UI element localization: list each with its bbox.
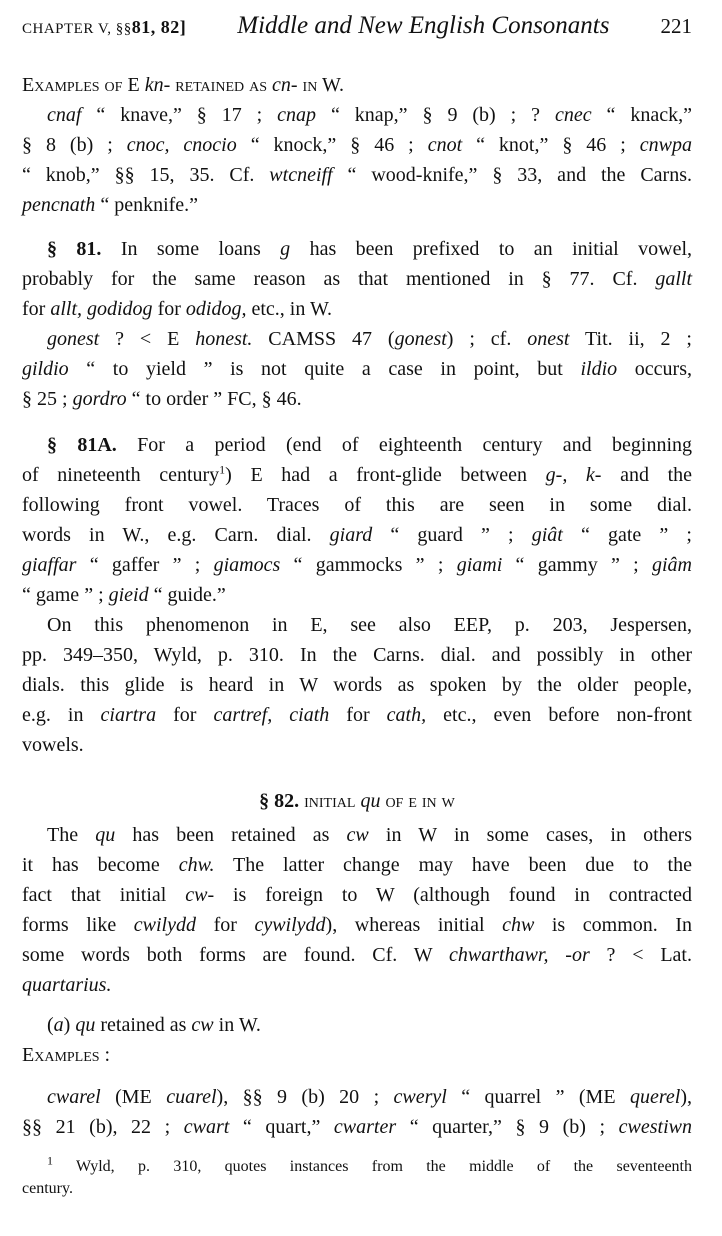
text-line: of nineteenth century$^1$) E had a front-glide between g-, k- and the: [22, 462, 693, 486]
text-line: § 25 ; gordro “ to order ” FC, § 46.: [22, 388, 302, 410]
text-line: some words both forms are found. Cf. W chwarthawr, -or ? < Lat.: [22, 944, 692, 966]
text-line: On this phenomenon in E, see also EEP, p. 203, Jespersen,: [47, 614, 692, 636]
text-line: “ knob,” §§ 15, 35. Cf. wtcneiff “ wood-knife,” § 33, and the Carns.: [22, 164, 692, 186]
text-line: §§ 21 (b), 22 ; cwart “ quart,” cwarter “ quarter,” § 9 (b) ; cwestiwn: [22, 1116, 692, 1138]
footnote-ref: 1: [219, 462, 226, 477]
text-line: it has become chw. The latter change may have been due to the: [22, 854, 692, 876]
text-line: dials. this glide is heard in W words as spoken by the older people,: [22, 674, 692, 696]
footnote-line: century.: [22, 1180, 73, 1197]
section-81: [22, 234, 692, 414]
section-number: § 81.: [47, 238, 102, 260]
footnote: [22, 1153, 692, 1200]
text-line: pp. 349–350, Wyld, p. 310. In the Carns. dial. and possibly in other: [22, 644, 692, 666]
text-line: § 8 (b) ; cnoc, cnocio “ knock,” § 46 ; cnot “ knot,” § 46 ; cnwpa: [22, 134, 692, 156]
footnote-line: $^1$ Wyld, p. 310, quotes instances from the middle of the seventeenth: [47, 1153, 692, 1175]
text-line: fact that initial cw- is foreign to W (although found in contracted: [22, 884, 693, 906]
text-line: vowels.: [22, 734, 84, 756]
text-line: following front vowel. Traces of this are seen in some dial.: [22, 494, 692, 516]
text-line: gonest ? < E honest. CAMSS 47 (gonest) ; cf. onest Tit. ii, 2 ;: [47, 328, 692, 350]
text-line: giaffar “ gaffer ” ; giamocs “ gammocks ” ; giami “ gammy ” ; giâm: [22, 554, 692, 576]
section-82: [22, 786, 692, 816]
text-line: gildio “ to yield ” is not quite a case in point, but ildio occurs,: [22, 358, 692, 380]
examples-block: [22, 1082, 692, 1142]
section-number: § 81: [47, 434, 98, 456]
running-header: [22, 12, 692, 52]
header-title: Middle and New English Consonants: [237, 12, 610, 39]
examples-label: Examples :: [22, 1044, 111, 1066]
sub-a-block: [22, 1010, 692, 1070]
page-number: 221: [660, 14, 692, 38]
text-line: § 81A. For a period (end of eighteenth century and beginning: [47, 434, 693, 456]
text-line: “ game ” ; gieid “ guide.”: [22, 584, 226, 606]
header-chapter: CHAPTER V, §§81, 82]: [22, 17, 187, 37]
text-line: for allt, godidog for odidog, etc., in W.: [22, 298, 332, 320]
text-line: cnaf “ knave,” § 17 ; cnap “ knap,” § 9 (b) ; ? cnec “ knack,”: [47, 104, 692, 126]
text-line: e.g. in ciartra for cartref, ciath for cath, etc., even before non-front: [22, 704, 692, 726]
kn-examples-heading: Examples of E kn- retained as cn- in W.: [22, 74, 344, 96]
subsection-a: (a) qu retained as cw in W.: [47, 1014, 261, 1036]
section-82-body: [22, 820, 692, 1000]
text-line: quartarius.: [22, 974, 112, 996]
text-line: cwarel (ME cuarel), §§ 9 (b) 20 ; cweryl “ quarrel ” (ME querel),: [47, 1086, 692, 1108]
section-number: § 82.: [259, 790, 300, 812]
text-line: words in W., e.g. Carn. dial. giard “ guard ” ; giât “ gate ” ;: [22, 524, 692, 546]
text-line: pencnath “ penknife.”: [22, 194, 199, 216]
section-82-heading: § 82. initial qu of e in w: [259, 790, 455, 812]
footnote-marker: 1: [47, 1153, 53, 1168]
kn-examples-block: [22, 70, 692, 220]
section-81a: [22, 430, 692, 760]
text-line: probably for the same reason as that mentioned in § 77. Cf. gallt: [22, 268, 692, 290]
text-line: The qu has been retained as cw in W in some cases, in others: [47, 824, 692, 846]
text-line: forms like cwilydd for cywilydd), whereas initial chw is common. In: [22, 914, 692, 936]
text-line: § 81. In some loans g has been prefixed to an initial vowel,: [47, 238, 693, 260]
